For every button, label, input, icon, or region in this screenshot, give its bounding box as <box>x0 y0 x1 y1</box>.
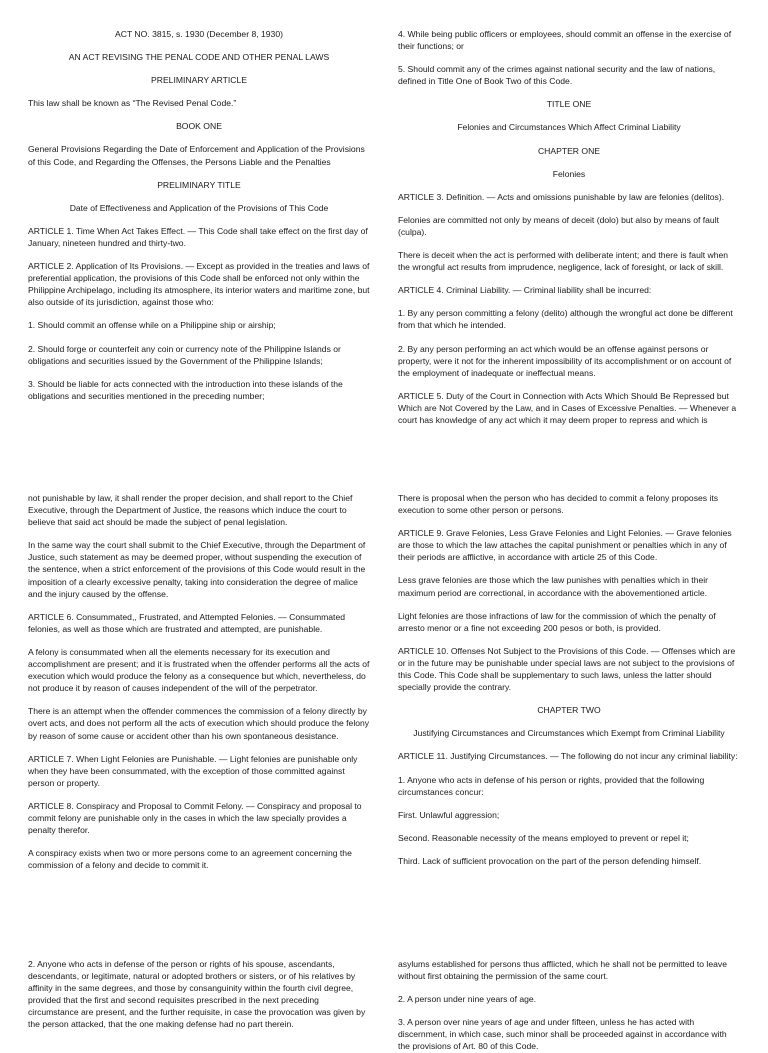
paragraph: ARTICLE 2. Application of Its Provisions. — Except as provided in the treaties and laws of preferential application, the provisions of this Code shall be enforced not only within the Philippine Archipelago, including its atmosphere, its interior waters and maritime zone, but also outside of its jurisdiction, against those who: <box>28 261 370 308</box>
paragraph: asylums established for persons thus afflicted, which he shall not be permitted to leave without first obtaining the permission of the same court. <box>398 959 727 982</box>
paragraph: 5. Should commit any of the crimes against national security and the law of nations, defined in Title One of Book Two of this Code. <box>398 64 716 87</box>
paragraph: 1. By any person committing a felony (delito) although the wrongful act done be different from that which he intended. <box>398 308 733 331</box>
paragraph: 1. Anyone who acts in defense of his person or rights, provided that the following circumstances concur: <box>398 774 705 797</box>
page-2-left-column <box>28 492 370 950</box>
page-2-right-column <box>398 492 740 950</box>
paragraph: 1. Should commit an offense while on a Philippine ship or airship; <box>28 320 276 331</box>
section-heading: AN ACT REVISING THE PENAL CODE AND OTHER PENAL LAWS <box>68 52 330 63</box>
section-heading: Date of Effectiveness and Application of the Provisions of This Code <box>69 202 329 213</box>
paragraph: ARTICLE 4. Criminal Liability. — Criminal liability shall be incurred: <box>398 285 652 296</box>
paragraph: This law shall be known as “The Revised Penal Code.” <box>28 98 237 109</box>
paragraph: Felonies are committed not only by means of deceit (dolo) but also by means of fault (culpa). <box>398 214 719 237</box>
paragraph: ARTICLE 3. Definition. — Acts and omissions punishable by law are felonies (delitos). <box>398 191 725 202</box>
paragraph: ARTICLE 8. Conspiracy and Proposal to Commit Felony. — Conspiracy and proposal to commit felony are punishable only in the cases in which the law specially provides a penalty therefor. <box>28 800 362 836</box>
document-page-3 <box>0 950 768 1052</box>
paragraph: Less grave felonies are those which the law punishes with penalties which in their maximum period are correctional, in accordance with the abovementioned article. <box>398 575 709 598</box>
paragraph: ARTICLE 11. Justifying Circumstances. — The following do not incur any criminal liability: <box>398 751 738 762</box>
paragraph: 4. While being public officers or employees, should commit an offense in the exercise of their functions; or <box>398 29 732 52</box>
page-1-left-column <box>28 28 370 470</box>
paragraph: There is proposal when the person who has decided to commit a felony proposes its execution to some other person or persons. <box>398 493 719 516</box>
section-heading: Felonies and Circumstances Which Affect Criminal Liability <box>457 122 681 133</box>
paragraph: 2. Should forge or counterfeit any coin or currency note of the Philippine Islands or obligations and securities issued by the Government of the Philippine Islands; <box>28 343 341 366</box>
document-page-2 <box>0 470 768 950</box>
section-heading: PRELIMINARY ARTICLE <box>151 75 247 86</box>
paragraph: Second. Reasonable necessity of the means employed to prevent or repel it; <box>398 832 689 843</box>
paragraph: ARTICLE 5. Duty of the Court in Connection with Acts Which Should Be Repressed but Which are Not Covered by the Law, and in Cases of Excessive Penalties. — Whenever a court has knowledge of any act which it may deem proper to repress and which is <box>398 390 737 425</box>
section-heading: BOOK ONE <box>176 121 222 132</box>
paragraph: not punishable by law, it shall render the proper decision, and shall report to the Chief Executive, through the Department of Justice, the reasons which induce the court to believe that said act should be made the subject of penal legislation. <box>28 493 353 528</box>
paragraph: 3. A person over nine years of age and under fifteen, unless he has acted with discernment, in which case, such minor shall be proceeded against in accordance with the provisions of Art. 80 of this Code. <box>398 1017 727 1052</box>
paragraph: ARTICLE 6. Consummated,, Frustrated, and Attempted Felonies. — Consummated felonies, as well as those which are frustrated and attempted, are punishable. <box>28 611 345 634</box>
paragraph: 3. Should be liable for acts connected with the introduction into these islands of the obligations and securities mentioned in the preceding number; <box>28 378 343 401</box>
section-heading: Felonies <box>552 168 586 179</box>
page-1-right-column <box>398 28 740 470</box>
paragraph: ARTICLE 9. Grave Felonies, Less Grave Felonies and Light Felonies. — Grave felonies are those to which the law attaches the capital punishment or penalties which in any of their periods are afflictive, in accordance with article 25 of this Code. <box>398 528 732 563</box>
paragraph: ARTICLE 1. Time When Act Takes Effect. — This Code shall take effect on the first day of January, nineteen hundred and thirty-two. <box>28 225 368 248</box>
paragraph: ARTICLE 7. When Light Felonies are Punishable. — Light felonies are punishable only when they have been consummated, with the exception of those committed against person or property. <box>28 753 358 788</box>
paragraph: First. Unlawful aggression; <box>398 809 500 820</box>
section-heading: CHAPTER TWO <box>537 705 601 716</box>
paragraph: In the same way the court shall submit to the Chief Executive, through the Department of Justice, such statement as may be deemed proper, without suspending the execution of the sentence, when a strict enforcement of the provisions of this Code would result in the imposition of a clearly excessive penalty, taking into consideration the degree of malice and the injury caused by the offense. <box>28 540 366 599</box>
page-3-right-column <box>398 958 740 1052</box>
paragraph: 2. Anyone who acts in defense of the person or rights of his spouse, ascendants, descendants, or legitimate, natural or adopted brothers or sisters, or of his relatives by affinity in the same degrees, and those by consanguinity within the fourth civil degree, provided that the first and second requisites prescribed in the next preceding circumstance are present, and the further requisite, in case the provocation was given by the person attacked, that the one making defense had no part therein. <box>28 959 366 1030</box>
paragraph: A conspiracy exists when two or more persons come to an agreement concerning the commission of a felony and decide to commit it. <box>28 848 352 871</box>
section-heading: CHAPTER ONE <box>537 145 601 156</box>
paragraph: ARTICLE 10. Offenses Not Subject to the Provisions of this Code. — Offenses which are or in the future may be punishable under special laws are not subject to the provisions of this Code. This Code shall be supplementary to such laws, unless the latter should specially provide the contrary. <box>398 645 736 693</box>
section-heading: PRELIMINARY TITLE <box>157 179 241 190</box>
paragraph: There is an attempt when the offender commences the commission of a felony directly by overt acts, and does not perform all the acts of execution which should produce the felony by reason of some cause or accident other than his own spontaneous desistance. <box>28 706 370 741</box>
section-heading: TITLE ONE <box>546 99 592 110</box>
page-3-left-column <box>28 958 370 1030</box>
paragraph: Light felonies are those infractions of law for the commission of which the penalty of arresto menor or a fine not exceeding 200 pesos or both, is provided. <box>398 610 716 633</box>
paragraph: 2. A person under nine years of age. <box>398 994 537 1005</box>
document-page-1 <box>0 0 768 470</box>
paragraph: Third. Lack of sufficient provocation on the part of the person defending himself. <box>398 855 702 866</box>
paragraph: 2. By any person performing an act which would be an offense against persons or property, were it not for the inherent impossibility of its accomplishment or on account of the employment of inadequate or ineffectual means. <box>398 343 732 378</box>
section-heading: Justifying Circumstances and Circumstances which Exempt from Criminal Liability <box>413 728 725 739</box>
paragraph: General Provisions Regarding the Date of Enforcement and Application of the Provisions of this Code, and Regarding the Offenses, the Persons Liable and the Penalties <box>28 144 365 167</box>
section-heading: ACT NO. 3815, s. 1930 (December 8, 1930) <box>115 29 283 39</box>
paragraph: There is deceit when the act is performed with deliberate intent; and there is fault when the wrongful act results from imprudence, negligence, lack of foresight, or lack of skill. <box>398 250 729 273</box>
paragraph: A felony is consummated when all the elements necessary for its execution and accomplishment are present; and it is frustrated when the offender performs all the acts of execution which would produce the felony as a consequence but which, nevertheless, do not produce it by reason of causes independent of the will of the perpetrator. <box>28 646 370 694</box>
